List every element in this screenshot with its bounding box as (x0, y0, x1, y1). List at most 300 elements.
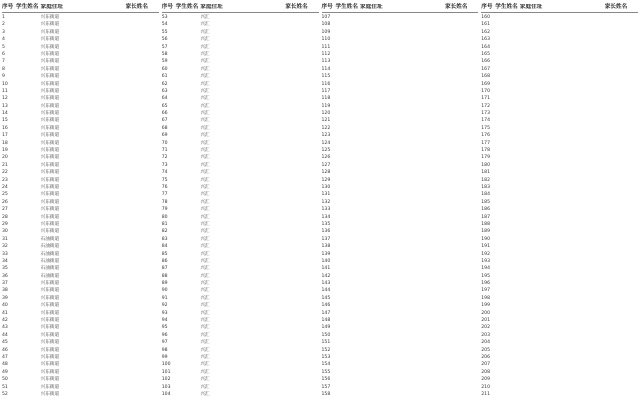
student-name (174, 280, 199, 287)
student-name (14, 332, 39, 339)
student-name (493, 95, 518, 102)
parent-name (124, 88, 159, 95)
student-name (14, 243, 39, 250)
parent-name (443, 287, 478, 294)
home-address (518, 214, 603, 221)
student-name (14, 221, 39, 228)
row-number: 2 (2, 22, 5, 28)
parent-name (124, 21, 159, 28)
row-number: 38 (2, 288, 8, 294)
row-number: 160 (481, 15, 491, 20)
row-number: 73 (161, 162, 168, 168)
row-number: 134 (321, 214, 331, 220)
parent-name (124, 110, 159, 117)
home-address: 兴汇 (200, 347, 210, 353)
parent-name (603, 258, 638, 265)
row-number: 85 (161, 251, 168, 257)
table-row (322, 295, 479, 302)
parent-name (603, 81, 638, 88)
parent-name (124, 347, 159, 354)
student-name (14, 273, 39, 280)
parent-name (124, 169, 159, 176)
row-number: 34 (2, 258, 8, 264)
row-number: 193 (481, 258, 491, 264)
home-address (358, 228, 443, 235)
student-name (334, 206, 359, 213)
row-number: 186 (481, 207, 491, 213)
home-address: 兴汇 (200, 140, 210, 146)
table-row (162, 14, 319, 21)
row-number: 28 (2, 214, 8, 220)
row-number: 119 (321, 103, 331, 109)
row-number: 22 (2, 170, 8, 176)
home-address: 兴汇 (200, 133, 210, 139)
header-parent-name: 家长姓名 (285, 4, 308, 10)
parent-name (603, 162, 638, 169)
row-number: 139 (321, 251, 331, 257)
student-name (174, 228, 199, 235)
table-row (481, 228, 638, 235)
table-row (322, 95, 479, 102)
student-name (334, 354, 359, 361)
table-row (481, 14, 638, 21)
student-name (174, 29, 199, 36)
table-row (322, 339, 479, 346)
home-address (358, 287, 443, 294)
student-name (14, 44, 39, 51)
table-row (162, 221, 319, 228)
home-address: 兴东街道 (40, 391, 60, 397)
parent-name (603, 273, 638, 280)
home-address: 兴汇 (200, 288, 210, 294)
home-address: 兴东街道 (40, 310, 60, 316)
row-number: 150 (321, 332, 331, 338)
table-row (162, 361, 319, 368)
student-name (493, 117, 518, 124)
parent-name (443, 88, 478, 95)
table-row (481, 324, 638, 331)
parent-name (283, 36, 318, 43)
student-name (493, 147, 518, 154)
row-number: 9 (2, 74, 5, 80)
student-name (334, 376, 359, 383)
student-name (334, 147, 359, 154)
student-name (14, 236, 39, 243)
student-name (174, 332, 199, 339)
parent-name (124, 191, 159, 198)
parent-name (603, 95, 638, 102)
parent-name (283, 117, 318, 124)
home-address (518, 324, 603, 331)
header-home-address: 家庭住址 (200, 4, 223, 10)
row-number: 129 (321, 177, 331, 183)
table-row (2, 147, 159, 154)
parent-name (124, 206, 159, 213)
row-number: 194 (481, 266, 491, 272)
row-number: 120 (321, 111, 331, 117)
table-row (481, 184, 638, 191)
home-address (358, 162, 443, 169)
table-row (2, 317, 159, 324)
table-row (2, 280, 159, 287)
table-row (162, 140, 319, 147)
table-row (481, 251, 638, 258)
home-address: 兴东街道 (40, 111, 60, 117)
home-address (518, 302, 603, 309)
parent-name (283, 251, 318, 258)
table-row (162, 280, 319, 287)
parent-name (443, 14, 478, 21)
home-address: 兴汇 (200, 148, 210, 154)
home-address: 兴东街道 (40, 229, 60, 235)
parent-name (283, 280, 318, 287)
table-row (481, 81, 638, 88)
table-row (322, 265, 479, 272)
home-address (358, 88, 443, 95)
row-number: 107 (321, 15, 331, 20)
home-address (518, 265, 603, 272)
student-name (174, 339, 199, 346)
table-row (481, 221, 638, 228)
parent-name (283, 147, 318, 154)
row-number: 55 (161, 29, 168, 35)
table-row (2, 258, 159, 265)
parent-name (124, 332, 159, 339)
home-address (518, 376, 603, 383)
table-row (322, 251, 479, 258)
parent-name (603, 58, 638, 65)
parent-name (283, 177, 318, 184)
home-address: 兴汇 (200, 258, 210, 264)
table-row (162, 169, 319, 176)
student-name (493, 243, 518, 250)
home-address (358, 66, 443, 73)
student-name (493, 361, 518, 368)
home-address (518, 140, 603, 147)
table-row (162, 302, 319, 309)
table-row (481, 154, 638, 161)
student-name (14, 154, 39, 161)
table-row (162, 177, 319, 184)
table-row (2, 44, 159, 51)
home-address (358, 14, 443, 21)
home-address (518, 361, 603, 368)
parent-name (603, 199, 638, 206)
home-address: 石油街道 (40, 258, 60, 264)
row-number: 27 (2, 207, 8, 213)
table-row (322, 384, 479, 391)
parent-name (283, 162, 318, 169)
student-name (174, 258, 199, 265)
home-address (518, 310, 603, 317)
parent-name (603, 347, 638, 354)
parent-name (603, 44, 638, 51)
parent-name (283, 206, 318, 213)
student-name (14, 347, 39, 354)
student-name (334, 339, 359, 346)
parent-name (443, 177, 478, 184)
home-address (518, 103, 603, 110)
table-row (322, 361, 479, 368)
parent-name (443, 66, 478, 73)
parent-name (443, 110, 478, 117)
parent-name (443, 391, 478, 398)
row-number: 23 (2, 177, 8, 183)
row-number: 15 (2, 118, 8, 124)
student-name (334, 332, 359, 339)
table-row (481, 169, 638, 176)
student-name (493, 384, 518, 391)
student-name (493, 125, 518, 132)
table-row (481, 95, 638, 102)
parent-name (124, 117, 159, 124)
table-row (162, 162, 319, 169)
home-address: 兴汇 (200, 377, 210, 383)
parent-name (124, 384, 159, 391)
student-name (493, 140, 518, 147)
row-number: 18 (2, 140, 8, 146)
row-number: 3 (2, 29, 5, 35)
home-address (358, 354, 443, 361)
parent-name (283, 391, 318, 398)
home-address: 兴东街道 (40, 59, 60, 65)
parent-name (443, 273, 478, 280)
student-name (493, 228, 518, 235)
parent-name (443, 103, 478, 110)
table-row (2, 339, 159, 346)
home-address (358, 177, 443, 184)
student-name (493, 103, 518, 110)
student-name (174, 103, 199, 110)
student-name (493, 302, 518, 309)
row-number: 12 (2, 96, 8, 102)
home-address: 兴汇 (200, 332, 210, 338)
home-address: 兴汇 (200, 162, 210, 168)
student-name (334, 125, 359, 132)
student-name (493, 36, 518, 43)
parent-name (124, 236, 159, 243)
parent-name (603, 214, 638, 221)
student-name (174, 95, 199, 102)
parent-name (283, 258, 318, 265)
home-address: 兴汇 (200, 74, 210, 80)
home-address (518, 51, 603, 58)
table-row (481, 103, 638, 110)
table-row (162, 324, 319, 331)
row-number: 141 (321, 266, 331, 272)
row-number: 42 (2, 318, 8, 324)
home-address (358, 265, 443, 272)
home-address: 兴东街道 (40, 29, 60, 35)
student-name (493, 81, 518, 88)
table-row (2, 332, 159, 339)
student-name (14, 265, 39, 272)
parent-name (124, 177, 159, 184)
row-number: 49 (2, 369, 8, 375)
student-name (174, 302, 199, 309)
row-number: 46 (2, 347, 8, 353)
home-address: 兴汇 (200, 96, 210, 102)
parent-name (443, 251, 478, 258)
student-name (334, 258, 359, 265)
parent-name (283, 51, 318, 58)
student-name (174, 81, 199, 88)
row-number: 30 (2, 229, 8, 235)
home-address (518, 21, 603, 28)
student-name (493, 287, 518, 294)
row-number: 173 (481, 111, 491, 117)
student-name (334, 117, 359, 124)
student-name (174, 199, 199, 206)
student-name (334, 384, 359, 391)
row-number: 35 (2, 266, 8, 272)
student-name (14, 14, 39, 21)
row-number: 104 (161, 391, 171, 397)
row-number: 163 (481, 37, 491, 43)
student-name (493, 236, 518, 243)
parent-name (283, 376, 318, 383)
row-number: 16 (2, 125, 8, 131)
roster-column-1 (2, 4, 159, 409)
home-address (358, 132, 443, 139)
parent-name (603, 29, 638, 36)
row-number: 68 (161, 125, 168, 131)
parent-name (283, 384, 318, 391)
student-name (174, 317, 199, 324)
home-address: 兴东街道 (40, 15, 60, 20)
row-number: 25 (2, 192, 8, 198)
parent-name (283, 110, 318, 117)
home-address (358, 339, 443, 346)
student-name (493, 376, 518, 383)
home-address (518, 44, 603, 51)
student-name (174, 273, 199, 280)
student-name (493, 391, 518, 398)
parent-name (283, 332, 318, 339)
student-name (493, 214, 518, 221)
parent-name (124, 391, 159, 398)
table-row (2, 73, 159, 80)
student-name (14, 36, 39, 43)
table-row (162, 51, 319, 58)
parent-name (283, 221, 318, 228)
student-name (14, 81, 39, 88)
table-row (2, 310, 159, 317)
row-number: 162 (481, 29, 491, 35)
parent-name (603, 236, 638, 243)
header-row-number: 序号 (2, 4, 14, 10)
home-address: 兴东街道 (40, 325, 60, 331)
row-number: 164 (481, 44, 491, 50)
parent-name (283, 324, 318, 331)
table-row (322, 169, 479, 176)
table-row (481, 273, 638, 280)
student-name (493, 51, 518, 58)
row-number: 110 (321, 37, 331, 43)
table-row (481, 125, 638, 132)
table-row (481, 236, 638, 243)
table-row (162, 347, 319, 354)
table-row (322, 21, 479, 28)
row-number: 147 (321, 310, 331, 316)
student-name (14, 302, 39, 309)
parent-name (603, 295, 638, 302)
parent-name (124, 273, 159, 280)
student-name (14, 95, 39, 102)
student-name (14, 214, 39, 221)
student-name (174, 73, 199, 80)
row-number: 123 (321, 133, 331, 139)
home-address: 兴东街道 (40, 303, 60, 309)
home-address (358, 169, 443, 176)
home-address: 兴东街道 (40, 140, 60, 146)
student-name (174, 14, 199, 21)
parent-name (283, 243, 318, 250)
student-name (334, 162, 359, 169)
home-address (358, 324, 443, 331)
parent-name (124, 251, 159, 258)
table-row (322, 273, 479, 280)
parent-name (443, 347, 478, 354)
row-number: 182 (481, 177, 491, 183)
table-row (481, 361, 638, 368)
home-address (358, 251, 443, 258)
row-number: 166 (481, 59, 491, 65)
home-address: 兴汇 (200, 103, 210, 109)
row-number: 92 (161, 303, 168, 309)
table-row (481, 384, 638, 391)
table-row (481, 132, 638, 139)
parent-name (283, 140, 318, 147)
row-number: 26 (2, 199, 8, 205)
row-number: 158 (321, 391, 331, 397)
table-row (322, 391, 479, 398)
home-address: 兴东街道 (40, 155, 60, 161)
home-address: 兴东街道 (40, 369, 60, 375)
row-number: 59 (161, 59, 168, 65)
parent-name (443, 147, 478, 154)
student-name (174, 177, 199, 184)
row-number: 98 (161, 347, 168, 353)
home-address: 兴东街道 (40, 148, 60, 154)
student-name (334, 280, 359, 287)
parent-name (443, 214, 478, 221)
parent-name (603, 265, 638, 272)
student-name (334, 103, 359, 110)
home-address (518, 125, 603, 132)
table-row (322, 103, 479, 110)
row-number: 60 (161, 66, 168, 72)
row-number: 10 (2, 81, 8, 87)
student-name (493, 265, 518, 272)
row-number: 7 (2, 59, 5, 65)
home-address (518, 295, 603, 302)
student-name (493, 295, 518, 302)
student-name (174, 310, 199, 317)
student-name (174, 147, 199, 154)
table-row (2, 29, 159, 36)
row-number: 128 (321, 170, 331, 176)
home-address: 兴东街道 (40, 88, 60, 94)
row-number: 114 (321, 66, 331, 72)
row-number: 53 (161, 15, 168, 20)
row-number: 200 (481, 310, 491, 316)
home-address (358, 103, 443, 110)
student-name (14, 66, 39, 73)
home-address (358, 221, 443, 228)
parent-name (283, 95, 318, 102)
home-address (358, 273, 443, 280)
